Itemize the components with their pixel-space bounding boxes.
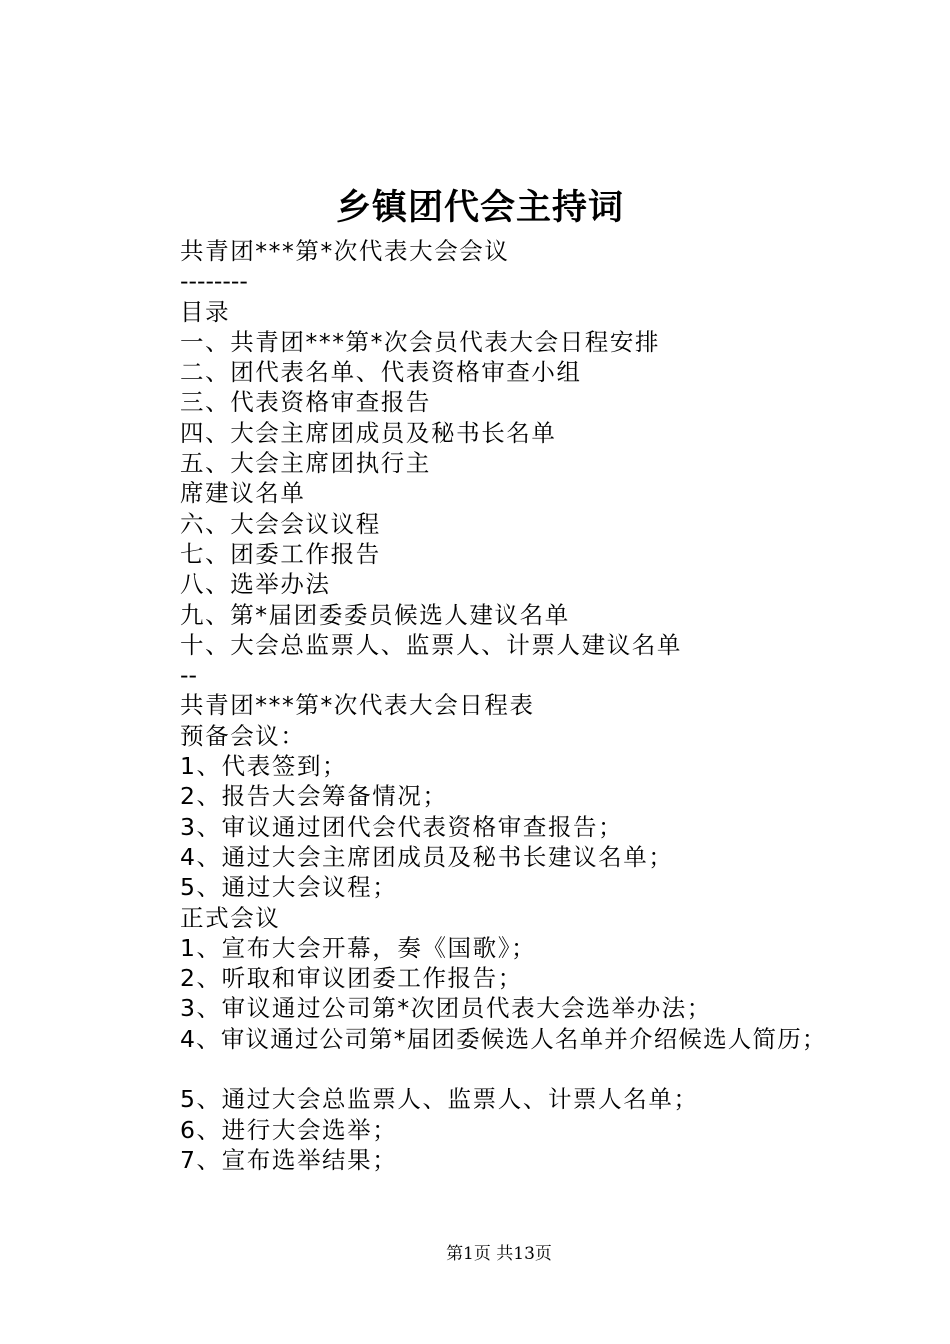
- toc-item: 五、大会主席团执行主: [180, 449, 431, 478]
- toc-item: 三、代表资格审查报告: [180, 388, 431, 417]
- toc-item: 二、团代表名单、代表资格审查小组: [180, 358, 582, 387]
- document-body: [180, 236, 880, 1175]
- list-item: 5、通过大会议程；: [180, 873, 398, 902]
- list-item: 1、宣布大会开幕，奏《国歌》；: [180, 933, 537, 962]
- list-item: 4、审议通过公司第*届团委候选人名单并介绍候选人简历；: [180, 1024, 827, 1053]
- list-item: 2、报告大会筹备情况；: [180, 782, 448, 811]
- toc-heading: 目录: [180, 297, 231, 326]
- document-title: 乡镇团代会主持词: [335, 187, 624, 228]
- page-footer: 第1页 共13页: [446, 1244, 552, 1264]
- list-item: 4、通过大会主席团成员及秘书长建议名单；: [180, 842, 674, 871]
- toc-item: 八、选举办法: [180, 570, 331, 599]
- list-item: 2、听取和审议团委工作报告；: [180, 964, 523, 993]
- list-item: 3、审议通过团代会代表资格审查报告；: [180, 812, 624, 841]
- list-item: 3、审议通过公司第*次团员代表大会选举办法；: [180, 994, 712, 1023]
- list-item: 6、进行大会选举；: [180, 1115, 398, 1144]
- schedule-heading: 共青团***第*次代表大会日程表: [180, 691, 535, 720]
- toc-item: 四、大会主席团成员及秘书长名单: [180, 418, 557, 447]
- list-item: 5、通过大会总监票人、监票人、计票人名单；: [180, 1085, 699, 1114]
- list-item: 7、宣布选举结果；: [180, 1145, 398, 1174]
- toc-item: 九、第*届团委委员候选人建议名单: [180, 600, 570, 629]
- toc-item: 六、大会会议议程: [180, 509, 381, 538]
- meeting-heading: 共青团***第*次代表大会会议: [180, 237, 510, 265]
- toc-item: 一、共青团***第*次会员代表大会日程安排: [180, 327, 661, 356]
- blank-line: [180, 1054, 880, 1084]
- toc-item: 十、大会总监票人、监票人、计票人建议名单: [180, 630, 682, 659]
- separator-line: --------: [180, 267, 248, 296]
- list-item: 1、代表签到；: [180, 752, 348, 781]
- separator-line: --: [180, 661, 197, 690]
- section-heading: 预备会议：: [180, 721, 306, 750]
- section-heading: 正式会议: [180, 903, 281, 932]
- toc-item: 七、团委工作报告: [180, 539, 381, 568]
- toc-item-continuation: 席建议名单: [180, 479, 306, 508]
